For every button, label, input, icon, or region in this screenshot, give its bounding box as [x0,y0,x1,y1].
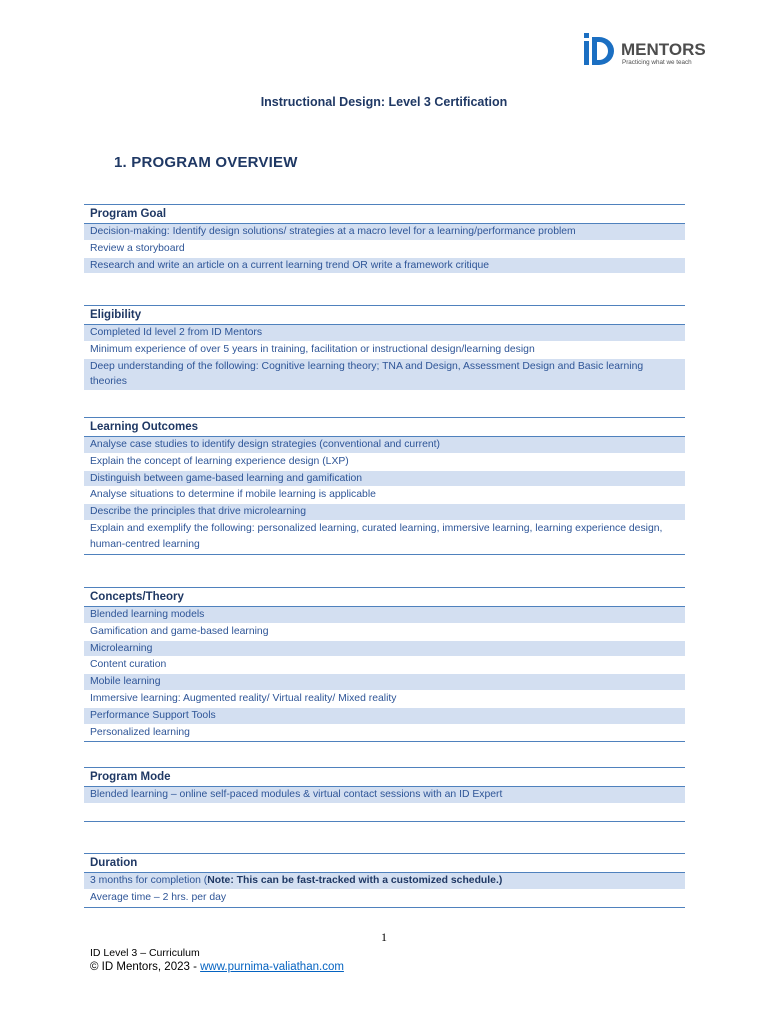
concepts-theory-table [84,587,685,742]
section-title: 1. PROGRAM OVERVIEW [114,154,298,171]
table-heading: Concepts/Theory [84,587,685,607]
footer-copyright [90,960,344,974]
table-heading: Program Mode [84,767,685,787]
page-number: 1 [381,930,387,944]
table-heading: Learning Outcomes [84,418,685,437]
table-row: Performance Support Tools [84,708,685,725]
program-mode-table [84,767,685,822]
table-row: Personalized learning [84,725,685,742]
table-row: Explain and exemplify the following: personalized learning, curated learning, immersive learning, learning experience design, human-centred learning [84,521,685,554]
table-row: Research and write an article on a current learning trend OR write a framework critique [84,258,685,275]
bottom-rule [84,741,685,742]
table-row: Gamification and game-based learning [84,624,685,641]
table-row-empty [84,804,685,821]
bottom-rule [84,907,685,908]
logo-brand: MENTORS [621,40,706,59]
table-row: Completed Id level 2 from ID Mentors [84,325,685,342]
footer [90,946,344,974]
table-row: Explain the concept of learning experience design (LXP) [84,454,685,471]
table-row: Blended learning models [84,607,685,624]
table-row: Blended learning – online self-paced modules & virtual contact sessions with an ID Expert [84,787,685,804]
table-heading: Duration [84,853,685,873]
table-row: Analyse case studies to identify design strategies (conventional and current) [84,437,685,454]
table-row: Review a storyboard [84,241,685,258]
logo-tagline: Practicing what we teach [622,59,692,66]
table-row [84,873,685,890]
eligibility-table [84,305,685,418]
website-link[interactable]: www.purnima-valiathan.com [200,961,344,973]
bottom-rule [84,554,685,555]
document-title: Instructional Design: Level 3 Certification [260,95,508,109]
table-heading: Eligibility [84,305,685,325]
table-row: Analyse situations to determine if mobile learning is applicable [84,487,685,504]
copyright-text: © ID Mentors, 2023 - [90,961,201,973]
bottom-rule [84,821,685,822]
table-heading: Program Goal [84,204,685,224]
program-goal-table [84,204,685,309]
table-row: Decision-making: Identify design solutions/ strategies at a macro level for a learning/performance problem [84,224,685,241]
duration-table [84,853,685,908]
table-row-empty [84,391,685,418]
table-row: Deep understanding of the following: Cognitive learning theory; TNA and Design, Assessment Design and Basic learning theories [84,359,685,392]
footer-curriculum-label: ID Level 3 – Curriculum [90,947,200,959]
duration-note: Note: This can be fast-tracked with a customized schedule.) [207,875,503,886]
table-row: Content curation [84,657,685,674]
table-row: Distinguish between game-based learning and gamification [84,471,685,488]
table-row: Immersive learning: Augmented reality/ Virtual reality/ Mixed reality [84,691,685,708]
learning-outcomes-table [84,417,685,555]
table-row: Microlearning [84,641,685,658]
table-row: Mobile learning [84,674,685,691]
id-mentors-logo [582,31,707,69]
table-row: Minimum experience of over 5 years in training, facilitation or instructional design/learning design [84,342,685,359]
table-row: Describe the principles that drive microlearning [84,504,685,521]
duration-text: 3 months for completion ( [90,875,208,886]
table-row: Average time – 2 hrs. per day [84,890,685,907]
